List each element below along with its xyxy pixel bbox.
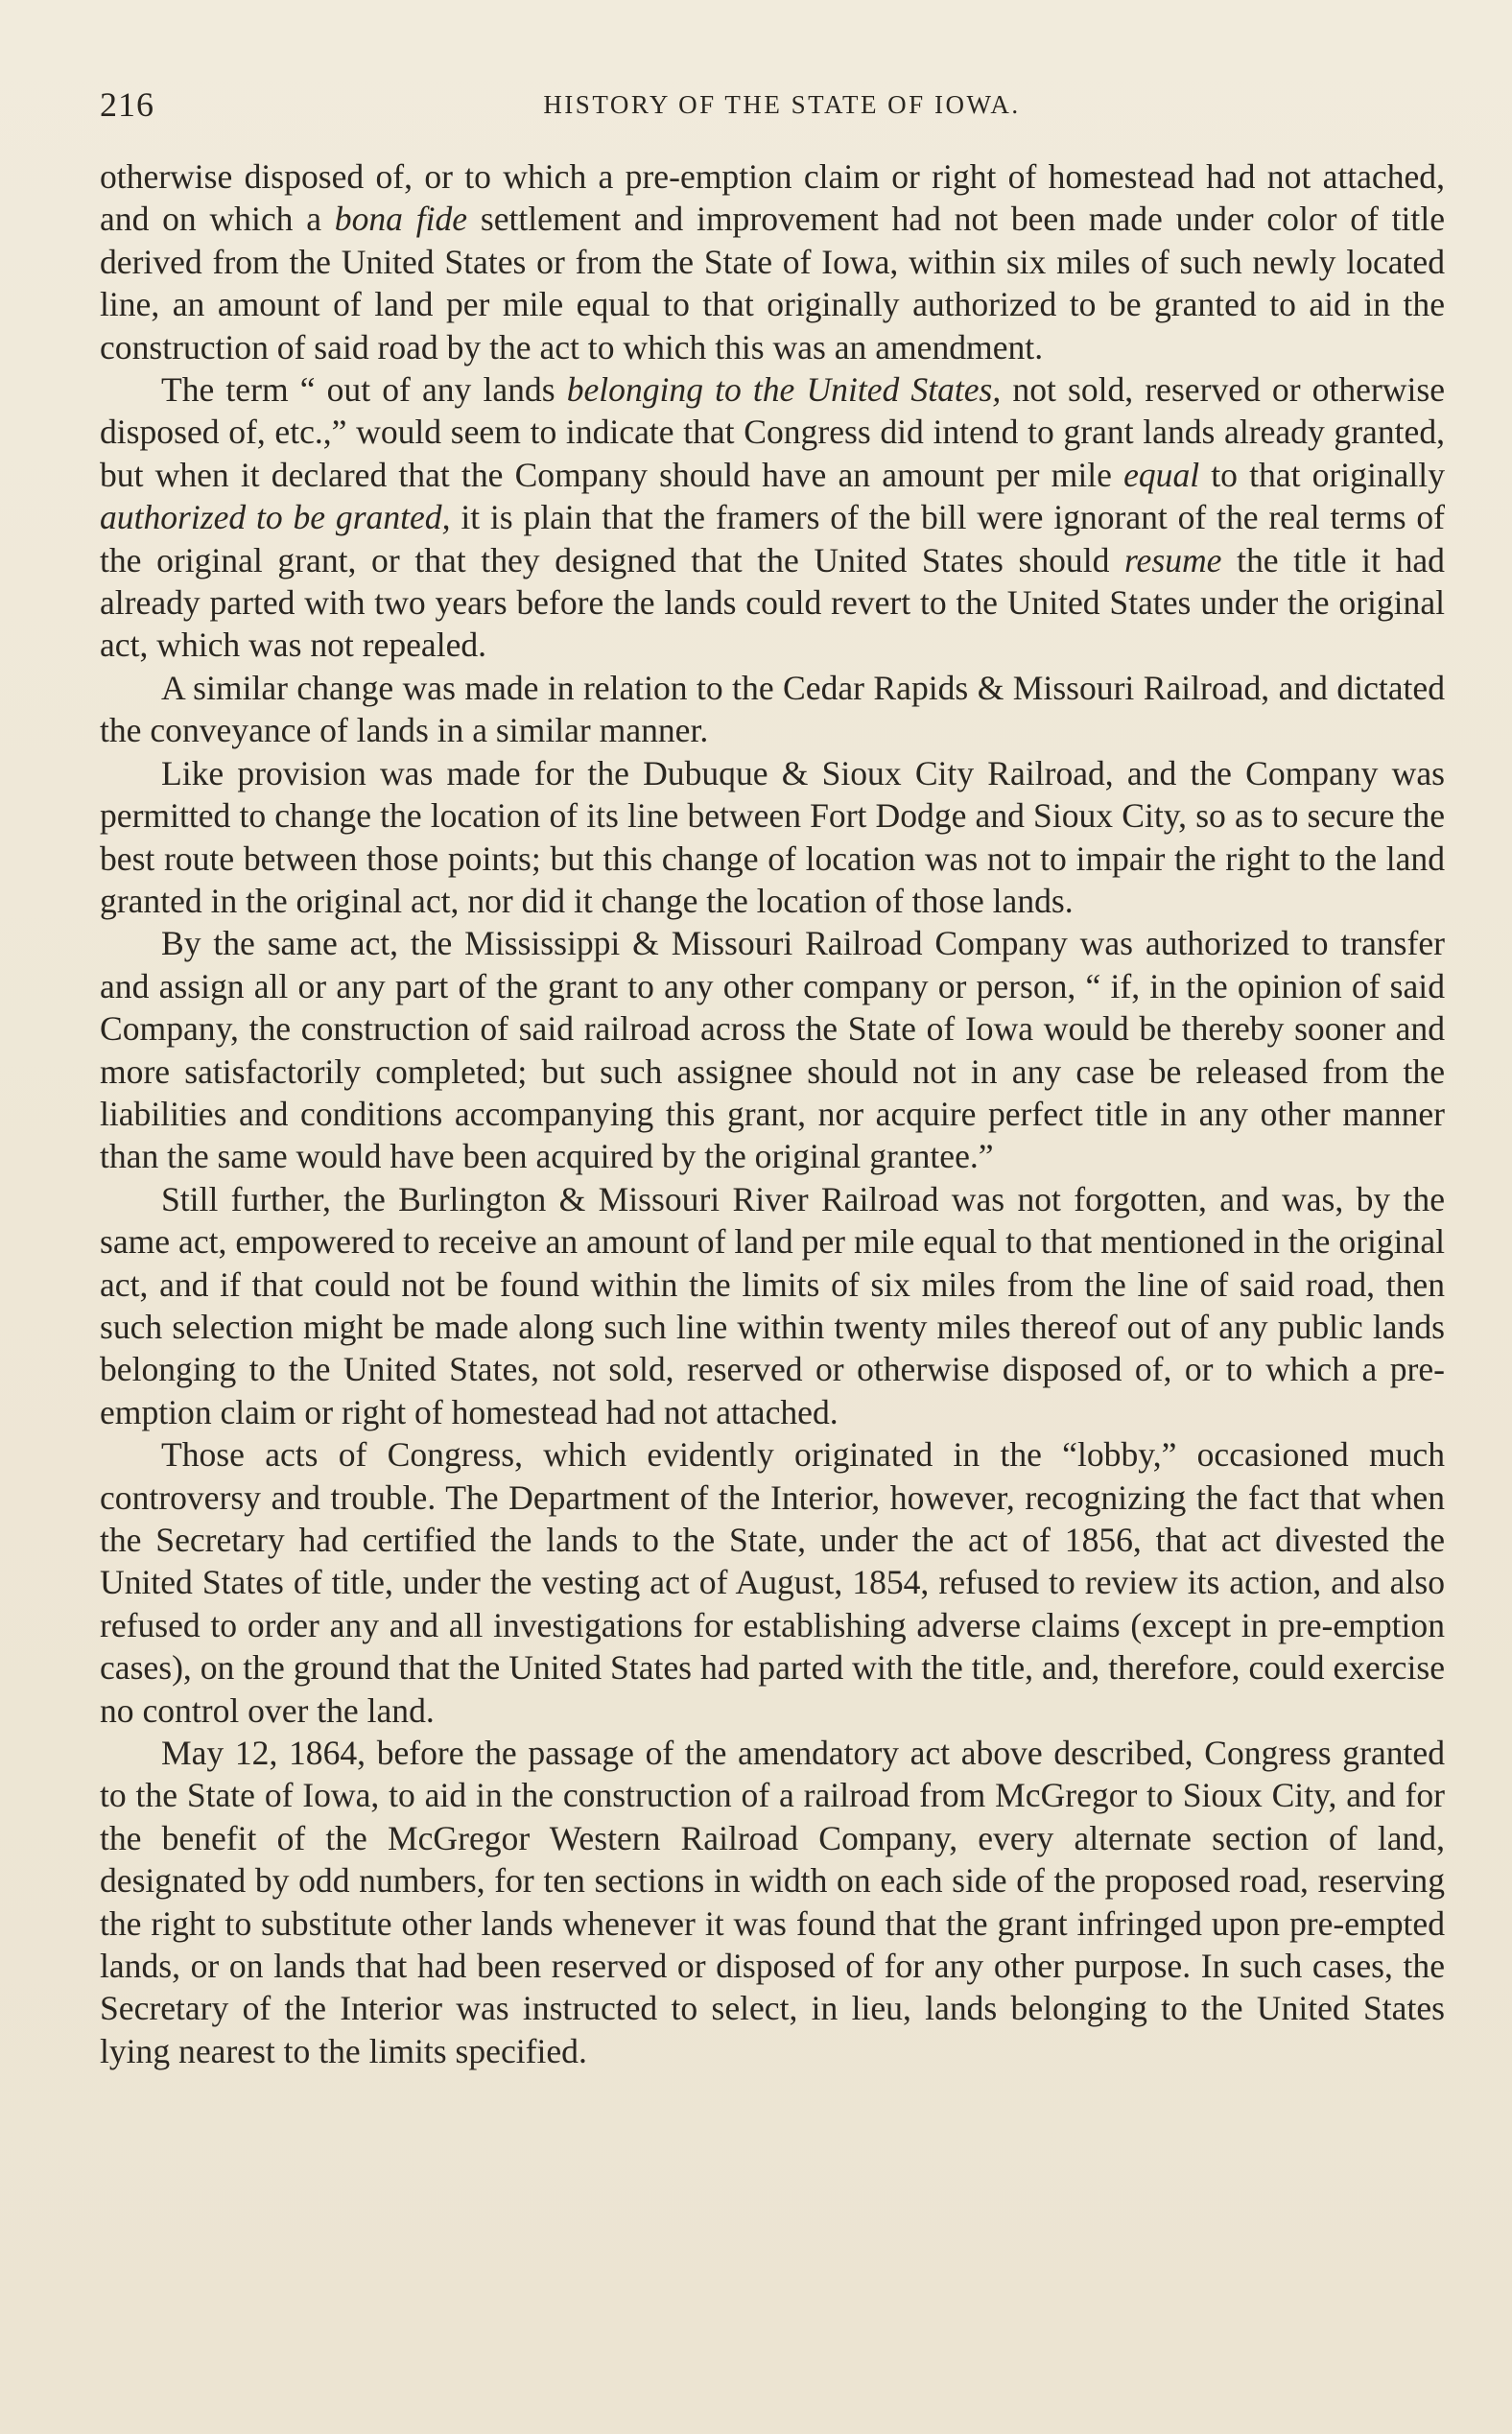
paragraph-2-text-d: it is plain that the framers of the bill were ignorant of the real terms of the original grant, or that they designed that the United States should [100, 498, 1445, 579]
paragraph-2-text-c: to that originally [1211, 455, 1445, 494]
paragraph-3: A similar change was made in relation to the Cedar Rapids & Missouri Railroad, and dictated the conveyance of lands in a similar manner. [100, 668, 1445, 750]
page-number: 216 [100, 85, 154, 124]
paragraph-1-text-b: settlement and improvement had not been made under color of title derived from the United States or from the State of Iowa, within six miles of such newly located line, an amount of land per mile equal to that originally authorized to be granted to aid in the construction of said road by the act to which this was an amendment. [100, 200, 1445, 366]
paragraph-2 [100, 368, 1445, 667]
paragraph-1 [100, 155, 1445, 368]
italic-belonging: belonging to the United States, [566, 370, 1002, 410]
running-title: HISTORY OF THE STATE OF IOWA. [543, 90, 1021, 119]
paragraph-2-text-b: not sold, reserved or otherwise disposed of, etc.,” would seem to indicate that Congress did intend to grant lands already granted, but when it declared that the Company should have an amount per mile [100, 370, 1445, 494]
italic-authorized: authorized to be granted, [100, 498, 451, 537]
body-text [100, 155, 1445, 2072]
paragraph-8: May 12, 1864, before the passage of the amendatory act above described, Congress granted to the State of Iowa, to aid in the construction of a railroad from McGregor to Sioux City, and for the benefit of the McGregor Western Railroad Company, every alternate section of land, designated by odd numbers, for ten sections in width on each side of the proposed road, reserving the right to substitute other lands whenever it was found that the grant infringed upon pre-empted lands, or on lands that had been reserved or disposed of for any other purpose. In such cases, the Secretary of the Interior was instructed to select, in lieu, lands belonging to the United States lying nearest to the limits specified. [100, 1734, 1445, 2070]
italic-equal: equal [1123, 455, 1200, 494]
paragraph-6: Still further, the Burlington & Missouri River Railroad was not forgotten, and was, by the same act, empowered to receive an amount of land per mile equal to that mentioned in the original act, and if that could not be found within the limits of six miles from the line of said road, then such selection might be made along such line within twenty miles thereof out of any public lands belonging to the United States, not sold, reserved or otherwise disposed of, or to which a pre-emption claim or right of homestead had not attached. [100, 1179, 1445, 1431]
paragraph-4: Like provision was made for the Dubuque & Sioux City Railroad, and the Company was permitted to change the location of its line between Fort Dodge and Sioux City, so as to secure the best route between those points; but this change of location was not to impair the right to the land granted in the original act, nor did it change the location of those lands. [100, 753, 1445, 920]
paragraph-7: Those acts of Congress, which evidently originated in the “lobby,” occasioned much controversy and trouble. The Department of the Interior, however, recognizing the fact that when the Secretary had certified the lands to the State, under the act of 1856, that act divested the United States of title, under the vesting act of August, 1854, refused to review its action, and also refused to order any and all investigations for establishing adverse claims (except in pre-emption cases), on the ground that the United States had parted with the title, and, therefore, could exercise no control over the land. [100, 1435, 1445, 1730]
paragraph-2-text-e: the title it had already parted with two years before the lands could revert to the United States under the original act, which was not repealed. [100, 540, 1445, 665]
paragraph-2-text-a: The term “ out of any lands [161, 370, 555, 410]
paragraph-1-text-a: otherwise disposed of, or to which a pre-emption claim or right of homestead had not attached, and on which a [100, 157, 1445, 239]
paragraph-5: By the same act, the Mississippi & Missouri Railroad Company was authorized to transfer and assign all or any part of the grant to any other company or person, “ if, in the opinion of said Company, the construction of said railroad across the State of Iowa would be thereby sooner and more satisfactorily completed; but such assignee should not in any case be released from the liabilities and conditions accompanying this grant, nor acquire perfect title in any other manner than the same would have been acquired by the original grantee.” [100, 924, 1445, 1176]
italic-resume: resume [1124, 540, 1222, 579]
italic-bona-fide: bona fide [334, 200, 468, 239]
running-head [100, 84, 1445, 130]
